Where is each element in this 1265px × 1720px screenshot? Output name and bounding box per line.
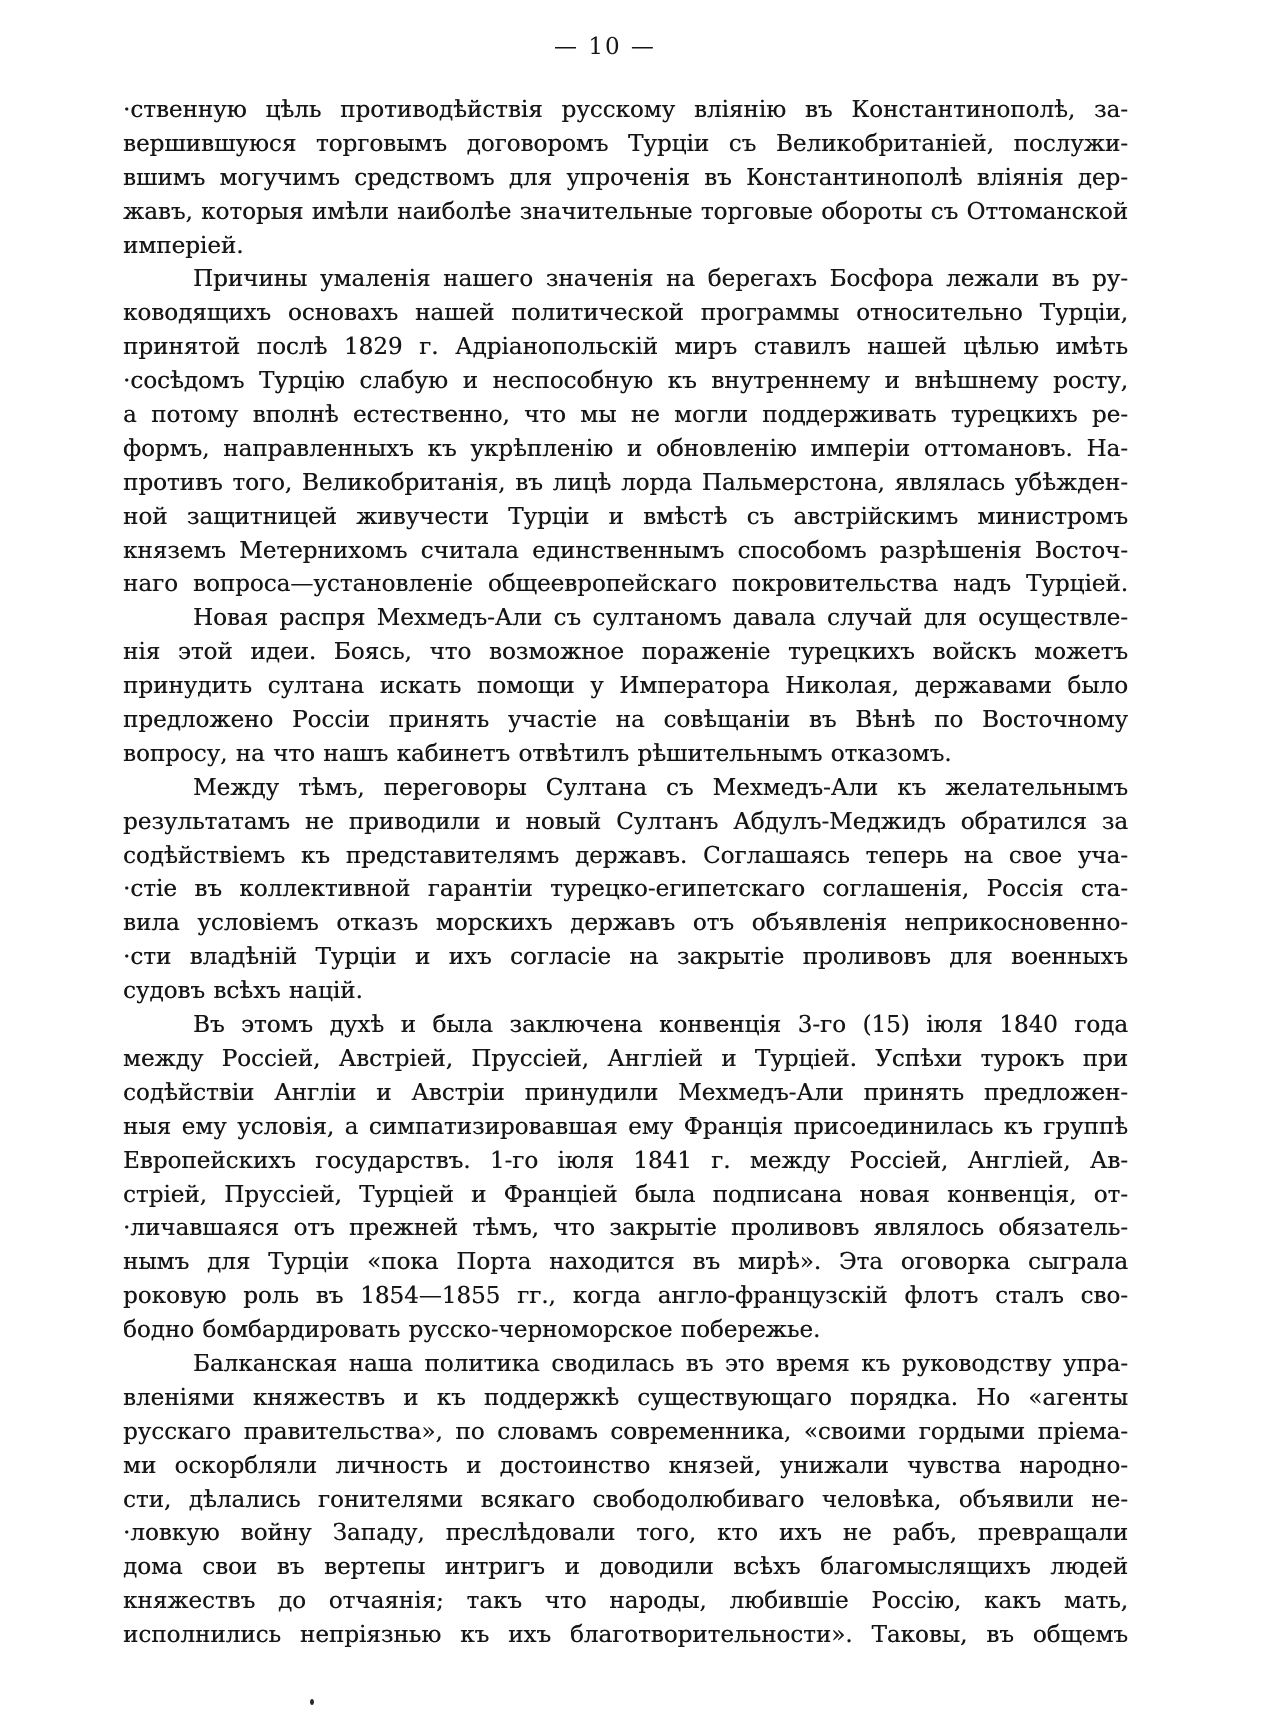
text-line: наго вопроса—установленіе общеевропейскаго покровительства надъ Турціей. [123,571,1128,598]
text-line: исполнились непріязнью къ ихъ благотворительности». Таковы, въ общемъ [123,1622,1128,1649]
paragraph [123,94,1128,263]
text-line: ·стіе въ коллективной гарантіи турецко-египетскаго соглашенія, Россія ста- [123,876,1128,903]
text-line: ·ственную цѣль противодѣйствія русскому вліянію въ Константинополѣ, за- [123,97,1128,123]
text-line: а потому вполнѣ естественно, что мы не могли поддерживать турецкихъ ре- [123,402,1128,429]
text-line: ми оскорбляли личность и достоинство князей, унижали чувства народно- [123,1452,1128,1479]
text-line: Европейскихъ государствъ. 1-го іюля 1841 г. между Россіей, Англіей, Ав- [123,1147,1128,1174]
text-line: стріей, Пруссіей, Турціей и Франціей была подписана новая конвенція, от- [123,1181,1128,1208]
text-line: ной защитницей живучести Турціи и вмѣстѣ съ австрійскимъ министромъ [123,503,1128,530]
text-line: ·личавшаяся отъ прежней тѣмъ, что закрытіе проливовъ являлось обязатель- [123,1215,1128,1242]
text-line: судовъ всѣхъ націй. [123,978,363,1005]
text-line: вила условіемъ отказъ морскихъ державъ отъ объявленія неприкосновенно- [123,910,1128,937]
ink-speck [310,1699,314,1705]
text-line: содѣйствіемъ къ представителямъ державъ. Соглашаясь теперь на свое уча- [123,842,1128,869]
text-line: формъ, направленныхъ къ укрѣпленію и обновленію имперіи оттомановъ. На- [123,435,1128,462]
text-line: вершившуюся торговымъ договоромъ Турціи съ Великобританіей, послужи- [123,130,1128,157]
text-line: Между тѣмъ, переговоры Султана съ Мехмедъ-Али къ желательнымъ [193,774,1128,801]
text-line: роковую роль въ 1854—1855 гг., когда англо-французскій флотъ сталъ сво- [123,1283,1128,1310]
paragraph [123,1009,1128,1348]
text-line: Въ этомъ духѣ и была заключена конвенція 3-го (15) іюля 1840 года [193,1012,1128,1039]
text-line: результатамъ не приводили и новый Султанъ Абдулъ-Меджидъ обратился за [123,808,1128,835]
text-line: ·сти владѣній Турціи и ихъ согласіе на закрытіе проливовъ для военныхъ [123,944,1128,971]
text-line: имперіей. [123,232,244,259]
text-line: Балканская наша политика сводилась въ это время къ руководству упра- [193,1350,1128,1377]
text-line: Новая распря Мехмедъ-Али съ султаномъ давала случай для осуществле- [193,605,1128,632]
page-number: — 10 — [554,34,656,60]
text-line: ·ловкую войну Западу, преслѣдовали того, кто ихъ не рабъ, превращали [123,1520,1128,1547]
text-line: принятой послѣ 1829 г. Адріанопольскій миръ ставилъ нашей цѣлью имѣть [123,334,1128,361]
text-line: содѣйствіи Англіи и Австріи принудили Мехмедъ-Али принять предложен- [123,1079,1128,1106]
text-line: ныя ему условія, а симпатизировавшая ему Франція присоединилась къ группѣ [123,1113,1128,1140]
text-block [123,94,1128,1653]
text-line: жавъ, которыя имѣли наиболѣе значительные торговые обороты съ Оттоманской [123,198,1128,225]
text-line: русскаго правительства», по словамъ современника, «своими гордыми пріема- [123,1418,1128,1445]
paragraph [123,602,1128,771]
text-line: принудить султана искать помощи у Императора Николая, державами было [123,673,1128,700]
text-line: дома свои въ вертепы интригъ и доводили всѣхъ благомыслящихъ людей [123,1554,1128,1581]
text-line: Причины умаленія нашего значенія на берегахъ Босфора лежали въ ру- [193,266,1128,293]
text-line: противъ того, Великобританія, въ лицѣ лорда Пальмерстона, являлась убѣжден- [123,469,1128,496]
text-line: вопросу, на что нашъ кабинетъ отвѣтилъ рѣшительнымъ отказомъ. [123,740,952,767]
text-line: княжествъ до отчаянія; такъ что народы, любившіе Россію, какъ мать, [123,1588,1128,1615]
text-line: вшимъ могучимъ средствомъ для упроченія въ Константинополѣ вліянія дер- [123,164,1128,191]
paragraph [123,1348,1128,1653]
text-line: ·сосѣдомъ Турцію слабую и неспособную къ внутреннему и внѣшнему росту, [123,368,1128,395]
paragraph [123,772,1128,1009]
text-line: нія этой идеи. Боясь, что возможное пораженіе турецкихъ войскъ можетъ [123,639,1128,666]
text-line: вленіями княжествъ и къ поддержкѣ существующаго порядка. Но «агенты [123,1384,1128,1411]
text-line: нымъ для Турціи «пока Порта находится въ мирѣ». Эта оговорка сыграла [123,1249,1128,1276]
paragraph [123,263,1128,602]
text-line: сти, дѣлались гонителями всякаго свободолюбиваго человѣка, объявили не- [123,1486,1128,1513]
text-line: предложено Россіи принять участіе на совѣщаніи въ Вѣнѣ по Восточному [123,707,1128,734]
text-line: бодно бомбардировать русско-черноморское побережье. [123,1317,821,1344]
text-line: ководящихъ основахъ нашей политической программы относительно Турціи, [123,300,1128,327]
text-line: княземъ Метернихомъ считала единственнымъ способомъ разрѣшенія Восточ- [123,537,1128,564]
text-line: между Россіей, Австріей, Пруссіей, Англіей и Турціей. Успѣхи турокъ при [123,1045,1128,1072]
